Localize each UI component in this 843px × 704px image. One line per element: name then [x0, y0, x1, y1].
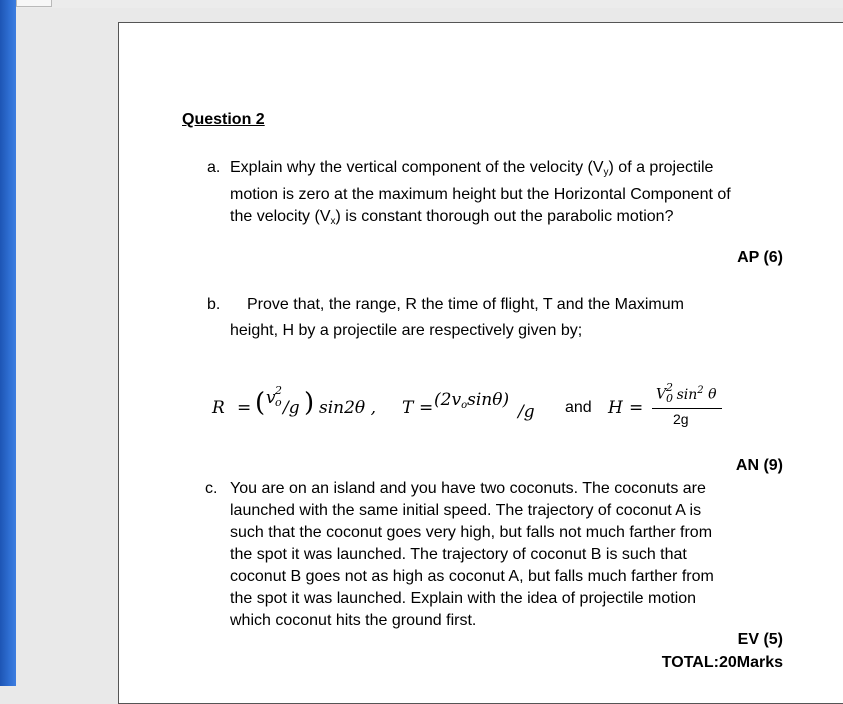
- item-c-marks: EV (5): [737, 631, 783, 648]
- item-b-line-1: Prove that, the range, R the time of flight, T and the Maximum: [247, 296, 684, 313]
- formula-H-denominator: 2g: [673, 411, 689, 427]
- formula-block: [212, 380, 772, 440]
- formula-H-fraction-bar: [652, 408, 722, 409]
- window-left-edge: [0, 0, 16, 686]
- item-c-line-4: the spot it was launched. The trajectory of coconut B is such that: [230, 546, 687, 563]
- formula-R: R: [212, 398, 225, 418]
- formula-and: and: [565, 399, 592, 416]
- item-c-line-6: the spot it was launched. Explain with the idea of projectile motion: [230, 590, 697, 607]
- item-c-line-2: launched with the same initial speed. The trajectory of coconut A is: [230, 502, 702, 519]
- formula-T-numerator: $(2v_o\sin\theta)$: [434, 390, 510, 411]
- document-page: [118, 22, 843, 704]
- item-a-marks: AP (6): [737, 249, 783, 266]
- item-a-line-2: motion is zero at the maximum height but the Horizontal Component of: [230, 186, 731, 203]
- item-a-line-3: the velocity $(V_x)$ is constant thorough out the parabolic motion?: [230, 208, 674, 227]
- item-c-line-5: coconut B goes not as high as coconut A, but falls much farther from: [230, 568, 714, 585]
- item-a-text: [230, 157, 785, 233]
- toolbar-strip: [16, 0, 843, 8]
- item-a-line-1: Explain why the vertical component of the velocity $(V_y)$ of a projectile: [230, 159, 714, 178]
- formula-open-paren: (: [255, 388, 266, 418]
- item-c-text: [230, 478, 775, 632]
- formula-H: H: [608, 398, 623, 418]
- item-b-marks: AN (9): [735, 457, 783, 474]
- total-marks: TOTAL:20Marks: [661, 654, 783, 671]
- item-b-marker: b.: [207, 296, 221, 313]
- item-c-line-3: such that the coconut goes very high, but falls not much farther from: [230, 524, 713, 541]
- formula-equals-1: =: [237, 398, 252, 418]
- formula-equals-2: =: [419, 398, 434, 418]
- formula-T-denominator: /g: [518, 402, 535, 422]
- formula-sin2theta: sin2θ ,: [319, 398, 376, 418]
- item-b-line-2: height, H by a projectile are respectively given by;: [230, 322, 583, 339]
- item-c-line-7: which coconut hits the ground first.: [230, 612, 477, 629]
- formula-T: T: [402, 398, 414, 418]
- question-title: Question 2: [182, 111, 265, 128]
- item-c-line-1: You are on an island and you have two coconuts. The coconuts are: [230, 480, 706, 497]
- formula-close-paren: ): [304, 388, 315, 418]
- formula-H-numerator: V 2 0 $\sin^2 \theta$: [656, 381, 717, 405]
- item-c-marker: c.: [205, 480, 218, 497]
- formula-v0-squared: v 2 o: [266, 384, 282, 409]
- formula-equals-3: =: [629, 398, 644, 418]
- formula-slash-g: /g: [283, 398, 300, 418]
- toolbar-tab[interactable]: [16, 0, 52, 7]
- item-a-marker: a.: [207, 159, 221, 176]
